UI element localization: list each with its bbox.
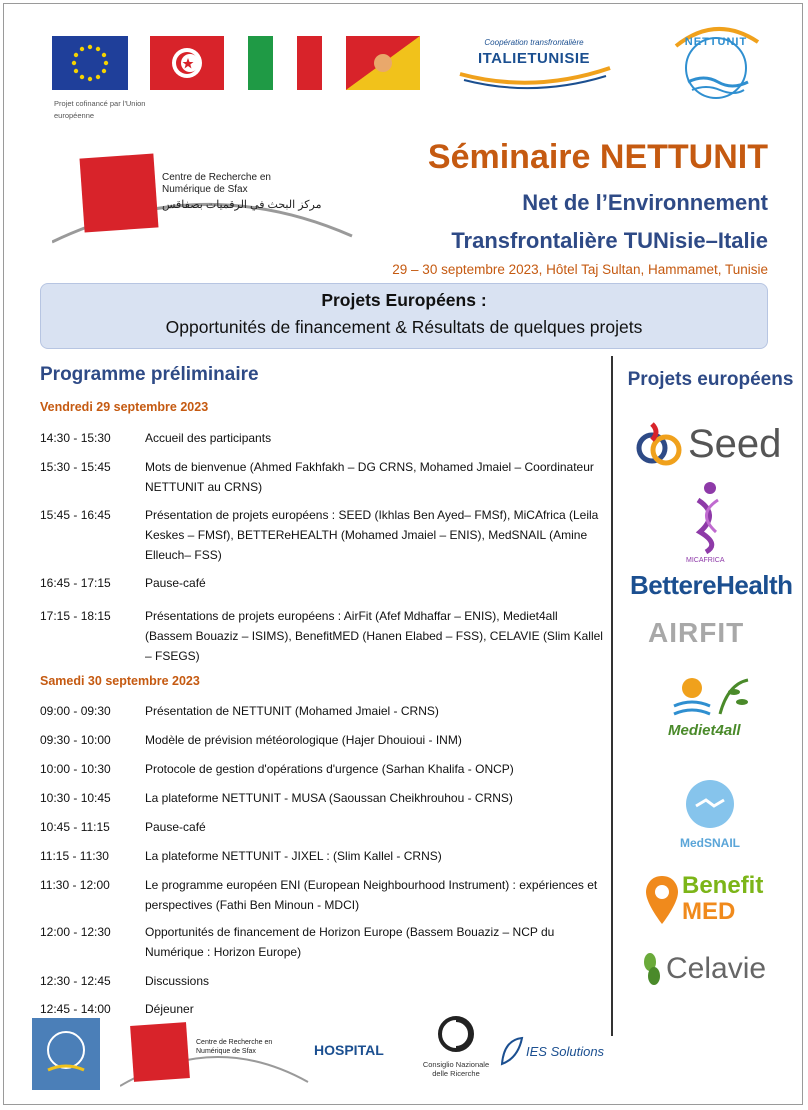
footer-ies-logo [498, 1034, 618, 1068]
row-time: 15:45 - 16:45 [40, 508, 111, 522]
crns-logo [52, 150, 357, 250]
celavie-logo [640, 950, 780, 996]
crns-red-square [80, 154, 159, 233]
mediet4all-text: Mediet4all [668, 722, 741, 739]
cnr-emblem-icon [416, 1012, 496, 1058]
day-2-label: Samedi 30 septembre 2023 [40, 674, 200, 688]
handshake-icon [670, 778, 750, 834]
crns-name: Centre de Recherche en Numérique de Sfax [162, 172, 271, 195]
row-activity: Présentation de NETTUNIT (Mohamed Jmaiel - CRNS) [145, 704, 439, 718]
nettunit-logo-text: NETTUNIT [684, 36, 748, 48]
mediet-sun-icon [668, 674, 758, 722]
footer-crns-logo [120, 1020, 310, 1090]
seed-logo [634, 420, 782, 475]
row-time: 11:30 - 12:00 [40, 878, 110, 892]
row-time: 12:30 - 12:45 [40, 974, 111, 988]
row-activity: Mots de bienvenue (Ahmed Fakhfakh – DG CRNS, Mohamed Jmaiel – Coordinateur NETTUNIT au CRNS) [145, 460, 594, 494]
seed-text: Seed [688, 422, 782, 466]
row-time: 09:30 - 10:00 [40, 733, 111, 747]
row-activity: Présentation de projets européens : SEED (Ikhlas Ben Ayed– FMSf), MiCAfrica (Leila Keskes – FMSf), BETTEReHEALTH (Mohamed Jmaiel – ENIS), MedSNAIL (Amine Elleuch– FSS) [145, 508, 599, 562]
footer-crns-name: Centre de Recherche en Numérique de Sfax [196, 1039, 273, 1055]
row-activity: Pause-café [145, 820, 206, 834]
italie-tunisie-name: ITALIETUNISIE [477, 50, 591, 67]
italie-tunisie-tagline: Coopération transfrontalière [484, 38, 584, 47]
row-time: 15:30 - 15:45 [40, 460, 111, 474]
row-activity: Modèle de prévision météorologique (Hajer Dhouioui - INM) [145, 733, 462, 747]
row-activity: Présentations de projets européens : AirFit (Afef Mdhaffar – ENIS), Mediet4all (Bassem Bouaziz – ISIMS), BenefitMED (Hanen Elabed – FSS), CELAVIE (Slim Kallel – FSEGS) [145, 609, 603, 663]
footer-ies-text: IES Solutions [526, 1044, 605, 1059]
mediet4all-logo [668, 674, 758, 760]
row-time: 14:30 - 15:30 [40, 431, 111, 445]
row-activity: Pause-café [145, 576, 206, 590]
airfit-logo: AIRFIT [648, 617, 745, 648]
medsnail-logo [670, 778, 750, 854]
seed-rings-icon [634, 420, 688, 470]
seminar-subtitle-1: Net de l’Environnement [522, 190, 768, 215]
projects-column-title: Projets européens [627, 369, 794, 390]
row-activity: Discussions [145, 974, 210, 988]
seminar-subtitle-2: Transfrontalière TUNisie–Italie [451, 228, 768, 253]
celavie-text: Celavie [666, 952, 767, 985]
footer-logo-blue-emblem [32, 1018, 100, 1090]
row-activity: Le programme européen ENI (European Neighbourhood Instrument) : expériences et perspectives (Fathi Ben Minoun - MDCI) [145, 878, 598, 912]
row-time: 17:15 - 18:15 [40, 609, 111, 623]
row-time: 12:45 - 14:00 [40, 1002, 111, 1016]
ies-leaf-icon [498, 1034, 526, 1068]
row-time: 12:00 - 12:30 [40, 925, 111, 939]
eu-cofinance-note: Projet cofinancé par l'Union européenne [54, 99, 146, 120]
date-venue: 29 – 30 septembre 2023, Hôtel Taj Sultan, Hammamet, Tunisie [392, 262, 768, 277]
tunisia-flag-icon [150, 36, 224, 90]
italy-flag-icon [248, 36, 322, 90]
program-title: Programme préliminaire [40, 364, 259, 385]
footer-hospital-logo [314, 1028, 400, 1066]
row-activity: Protocole de gestion d'opérations d'urgence (Sarhan Khalifa - ONCP) [145, 762, 514, 776]
row-time: 11:15 - 11:30 [40, 849, 109, 863]
footer-cnr-logo [416, 1012, 496, 1092]
row-time: 10:30 - 10:45 [40, 791, 111, 805]
row-activity: La plateforme NETTUNIT - MUSA (Saoussan Cheikhrouhou - CRNS) [145, 791, 513, 805]
banner-line-1: Projets Européens : [321, 290, 487, 310]
row-time: 09:00 - 09:30 [40, 704, 111, 718]
footer-crns-red-square [130, 1022, 190, 1082]
med-text: MED [682, 898, 736, 925]
row-activity: Accueil des participants [145, 431, 272, 445]
crns-arabic-name: مركز البحث في الرقميات بصفاقس [162, 199, 322, 211]
sicily-flag-icon [346, 36, 420, 90]
row-activity: La plateforme NETTUNIT - JIXEL : (Slim Kallel - CRNS) [145, 849, 442, 863]
row-activity: Opportunités de financement de Horizon Europe (Bassem Bouaziz – NCP du Numérique : Horizon Europe) [145, 925, 555, 959]
row-time: 16:45 - 17:15 [40, 576, 111, 590]
seminar-title: Séminaire NETTUNIT [427, 138, 768, 176]
banner-line-2: Opportunités de financement & Résultats de quelques projets [165, 317, 643, 337]
column-divider [611, 356, 613, 1036]
benefitmed-logo [642, 872, 782, 928]
location-pin-icon [642, 872, 682, 928]
eu-flag-icon [52, 36, 128, 90]
nettunit-logo [668, 16, 764, 108]
micafrica-text: MICAFRICA [686, 557, 725, 564]
footer-cnr-text: Consiglio Nazionale delle Ricerche [422, 1060, 490, 1078]
benefit-text: Benefit [682, 872, 764, 899]
betterehealth-logo: BettereHealth [630, 570, 793, 600]
topic-banner [40, 283, 768, 349]
day-1-label: Vendredi 29 septembre 2023 [40, 400, 209, 414]
medsnail-text: MedSNAIL [680, 836, 740, 850]
italie-tunisie-logo [450, 38, 618, 90]
micafrica-logo [684, 478, 734, 564]
footer-hospital-text: HOSPITAL [314, 1042, 384, 1058]
row-activity: Déjeuner [145, 1002, 194, 1016]
row-time: 10:45 - 11:15 [40, 820, 110, 834]
leaf-icon [640, 950, 666, 990]
row-time: 10:00 - 10:30 [40, 762, 111, 776]
